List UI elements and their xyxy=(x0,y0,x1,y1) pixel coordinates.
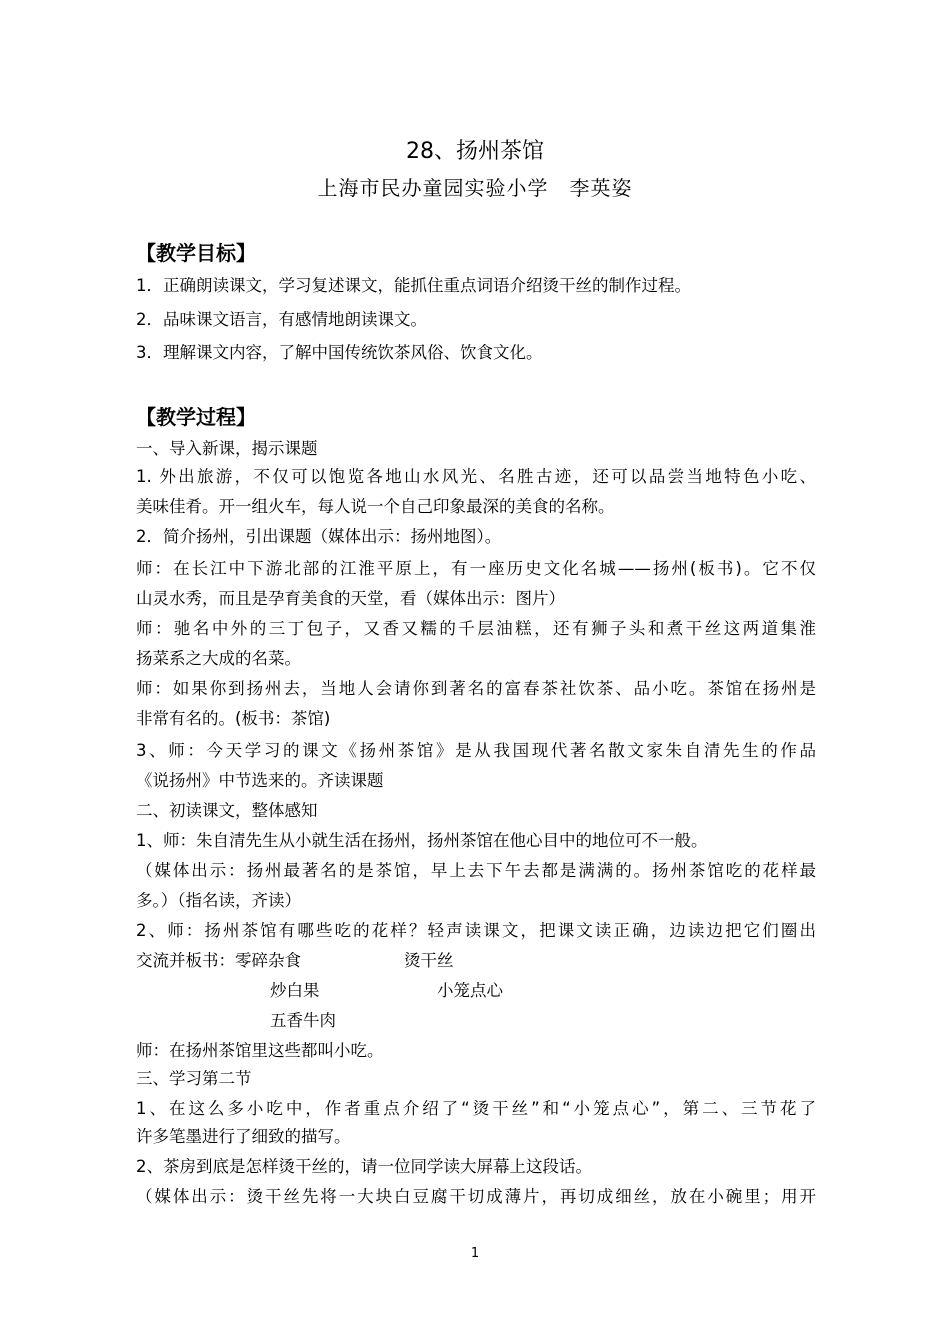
body-line: 师：在扬州茶馆里这些都叫小吃。 xyxy=(136,1041,384,1060)
goals-heading: 【教学目标】 xyxy=(136,241,256,265)
body-line: 山灵水秀，而且是孕育美食的天堂，看（媒体出示：图片） xyxy=(136,589,565,608)
section-heading: 三、学习第二节 xyxy=(136,1069,252,1088)
body-line: 许多笔墨进行了细致的描写。 xyxy=(136,1127,351,1146)
author-line: 上海市民办童园实验小学 李英姿 xyxy=(317,176,633,200)
body-line: 1、在这么多小吃中，作者重点介绍了“烫干丝”和“小笼点心”，第二、三节花了 xyxy=(136,1099,816,1118)
body-line: 扬菜系之大成的名菜。 xyxy=(136,649,301,668)
body-line: 1、师：朱自清先生从小就生活在扬州，扬州茶馆在他心目中的地位可不一般。 xyxy=(136,831,708,850)
body-line: 2、师：扬州茶馆有哪些吃的花样？轻声读课文，把课文读正确，边读边把它们圈出 xyxy=(136,921,816,940)
goal-item: 3．理解课文内容，了解中国传统饮茶风俗、饮食文化。 xyxy=(136,343,543,362)
body-line: 3、师：今天学习的课文《扬州茶馆》是从我国现代著名散文家朱自清先生的作品 xyxy=(136,741,816,760)
goal-item: 2．品味课文语言，有感情地朗读课文。 xyxy=(136,310,427,329)
board-line: 交流并板书：零碎杂食 xyxy=(136,951,301,970)
body-line: 2、茶房到底是怎样烫干丝的，请一位同学读大屏幕上这段话。 xyxy=(136,1157,592,1176)
body-line: 1. 外出旅游，不仅可以饱览各地山水风光、名胜古迹，还可以品尝当地特色小吃、 xyxy=(136,467,816,486)
process-heading: 【教学过程】 xyxy=(136,405,256,429)
body-line: 《说扬州》中节选来的。齐读课题 xyxy=(136,771,384,790)
section-heading: 二、初读课文，整体感知 xyxy=(136,801,318,820)
board-item: 小笼点心 xyxy=(437,981,503,1000)
body-line: 非常有名的。(板书：茶馆) xyxy=(136,709,331,728)
body-line: 师：如果你到扬州去，当地人会请你到著名的富春茶社饮茶、品小吃。茶馆在扬州是 xyxy=(136,679,816,698)
body-line: （媒体出示：烫干丝先将一大块白豆腐干切成薄片，再切成细丝，放在小碗里；用开 xyxy=(136,1187,816,1206)
body-line: 师：驰名中外的三丁包子，又香又糯的千层油糕，还有狮子头和煮干丝这两道集淮 xyxy=(136,619,816,638)
body-line: 2．简介扬州，引出课题（媒体出示：扬州地图）。 xyxy=(136,527,502,546)
board-item: 五香牛肉 xyxy=(270,1011,336,1030)
board-item: 炒白果 xyxy=(270,981,320,1000)
body-line: 师：在长江中下游北部的江淮平原上，有一座历史文化名城——扬州(板书)。它不仅 xyxy=(136,559,816,578)
body-line: 多。）（指名读，齐读） xyxy=(136,891,301,910)
board-item: 烫干丝 xyxy=(404,951,454,970)
section-heading: 一、导入新课，揭示课题 xyxy=(136,439,318,458)
page-number: 1 xyxy=(470,1246,480,1261)
body-line: （媒体出示：扬州最著名的是茶馆，早上去下午去都是满满的。扬州茶馆吃的花样最 xyxy=(136,861,816,880)
lesson-title: 28、扬州茶馆 xyxy=(406,139,544,164)
goal-item: 1．正确朗读课文，学习复述课文，能抓住重点词语介绍烫干丝的制作过程。 xyxy=(136,276,691,295)
body-line: 美味佳肴。开一组火车，每人说一个自己印象最深的美食的名称。 xyxy=(136,497,615,516)
